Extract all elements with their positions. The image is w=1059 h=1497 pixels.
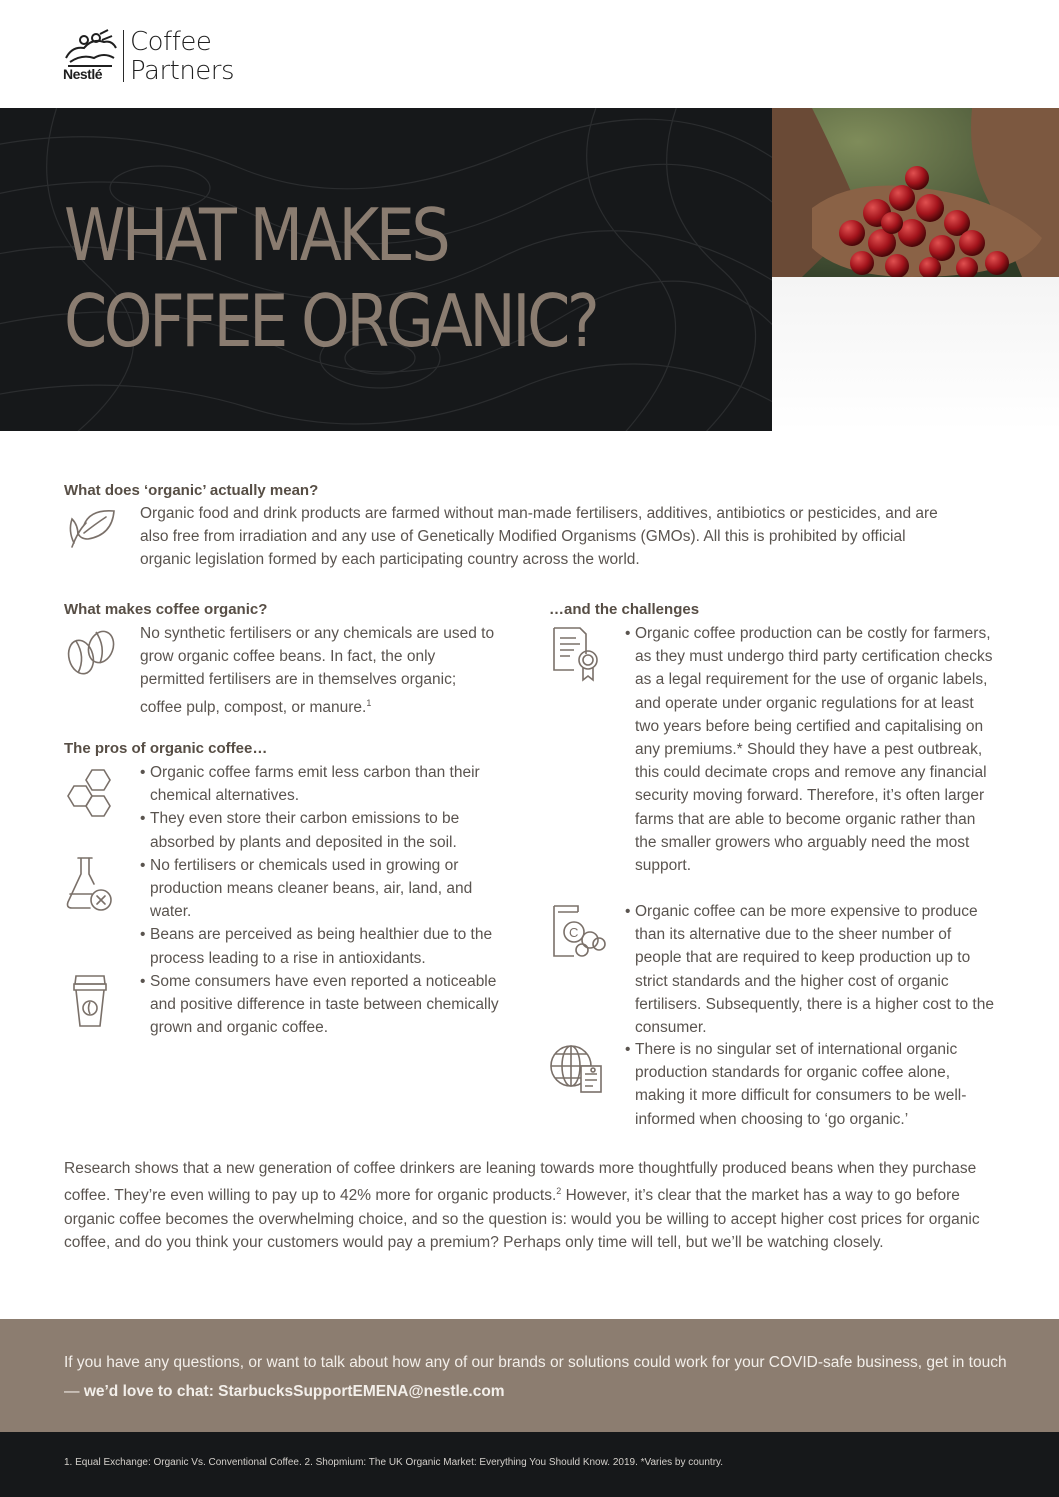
challenges-list-part3 <box>625 1038 1000 1131</box>
money-coins-icon <box>550 904 608 960</box>
contact-text <box>64 1348 1024 1406</box>
nestle-wordmark: Nestlé <box>63 66 103 82</box>
challenges-list-part1 <box>625 622 1000 877</box>
what-makes-text <box>140 622 502 719</box>
list-item: • Organic coffee farms emit less carbon than their chemical alternatives. <box>140 761 502 807</box>
heading-pros: The pros of organic coffee… <box>64 740 268 757</box>
coffee-beans-icon <box>64 627 118 677</box>
hexagons-icon <box>64 768 116 820</box>
hero-banner <box>0 108 772 431</box>
logo-divider <box>123 30 124 82</box>
logo-text-coffee: Coffee <box>130 27 212 57</box>
flask-icon <box>64 854 116 914</box>
footnotes: 1. Equal Exchange: Organic Vs. Conventional Coffee. 2. Shopmium: The UK Organic Market: Everything You Should Know. 2019. *Varies by country. <box>64 1457 724 1468</box>
title-line-1: WHAT MAKES <box>64 193 448 277</box>
heading-what-makes: What makes coffee organic? <box>64 601 268 618</box>
title-line-2: COFFEE ORGANIC? <box>64 279 597 363</box>
globe-document-icon <box>549 1042 607 1096</box>
pros-list <box>140 761 502 1039</box>
research-text-part2: However, it’s clear that the market has a way to go before organic coffee becomes the overwhelming choice, and so the question is: would you be willing to accept higher cost prices for organic coffee, and do you think your customers would pay a premium? Perhaps only time will tell, but we’ll be watching closely. <box>64 1187 980 1251</box>
header <box>0 0 1059 108</box>
footnote-ref-1: 1 <box>366 697 372 708</box>
heading-challenges: …and the challenges <box>549 601 700 618</box>
list-item: • Some consumers have even reported a noticeable and positive difference in taste between chemically grown and organic coffee. <box>140 970 502 1040</box>
coffee-cherries-photo <box>772 108 1059 277</box>
logo-text-partners: Partners <box>130 56 235 86</box>
list-item: • Organic coffee production can be costly for farmers, as they must undergo third party certification checks as a legal requirement for the use of organic labels, and operate under organic regulations for at least two years before being certified and capitalising on any premiums.* Should they have a pest outbreak, this could decimate crops and remove any financial security moving forward. Therefore, it’s often larger farms that are able to become organic rather than the smaller growers who arguably need the most support. <box>625 622 1000 877</box>
challenges-list-part2 <box>625 900 1000 1039</box>
organic-meaning-text: Organic food and drink products are farmed without man-made fertilisers, additives, antibiotics or pesticides, and are also free from irradiation and any use of Genetically Modified Organisms (GMOs). All this is prohibited by official organic legislation formed by each participating country across the world. <box>140 505 938 569</box>
research-text <box>64 1157 1004 1254</box>
footnote-ref-2: 2 <box>556 1186 562 1197</box>
list-item: • No fertilisers or chemicals used in growing or production means cleaner beans, air, land, and water. <box>140 854 502 924</box>
photo-fade <box>772 277 1059 431</box>
research-text-part1: Research shows that a new generation of coffee drinkers are leaning towards more thoughtfully produced beans when they purchase coffee. They’re even willing to pay up to 42% more for organic products. <box>64 1160 977 1205</box>
contact-intro: If you have any questions, or want to talk about how any of our brands or solutions could work for your COVID-safe business, get in touch — <box>64 1354 1007 1400</box>
certificate-icon <box>550 626 602 682</box>
footer <box>0 1432 1059 1497</box>
what-makes-body: No synthetic fertilisers or any chemicals are used to grow organic coffee beans. In fact, the only permitted fertilisers are in themselves organic; coffee pulp, compost, or manure. <box>140 625 495 716</box>
page-title <box>64 192 596 364</box>
coffee-cup-icon <box>70 972 110 1030</box>
contact-banner <box>0 1319 1059 1432</box>
list-item: • Beans are perceived as being healthier due to the process leading to a rise in antioxidants. <box>140 923 502 969</box>
list-item: • There is no singular set of international organic production standards for organic coffee alone, making it more difficult for consumers to be well-informed when choosing to ‘go organic.’ <box>625 1038 1000 1131</box>
list-item: • Organic coffee can be more expensive to produce than its alternative due to the sheer number of people that are required to keep production up to strict standards and the higher cost of organic fertilisers. Subsequently, there is a higher cost to the consumer. <box>625 900 1000 1039</box>
heading-organic-meaning: What does ‘organic’ actually mean? <box>64 482 319 499</box>
list-item: • They even store their carbon emissions to be absorbed by plants and deposited in the soil. <box>140 807 502 853</box>
leaf-icon <box>64 505 118 551</box>
svg-text:C: C <box>569 925 579 940</box>
contact-email-link[interactable]: we’d love to chat: StarbucksSupportEMENA@nestle.com <box>83 1383 505 1400</box>
